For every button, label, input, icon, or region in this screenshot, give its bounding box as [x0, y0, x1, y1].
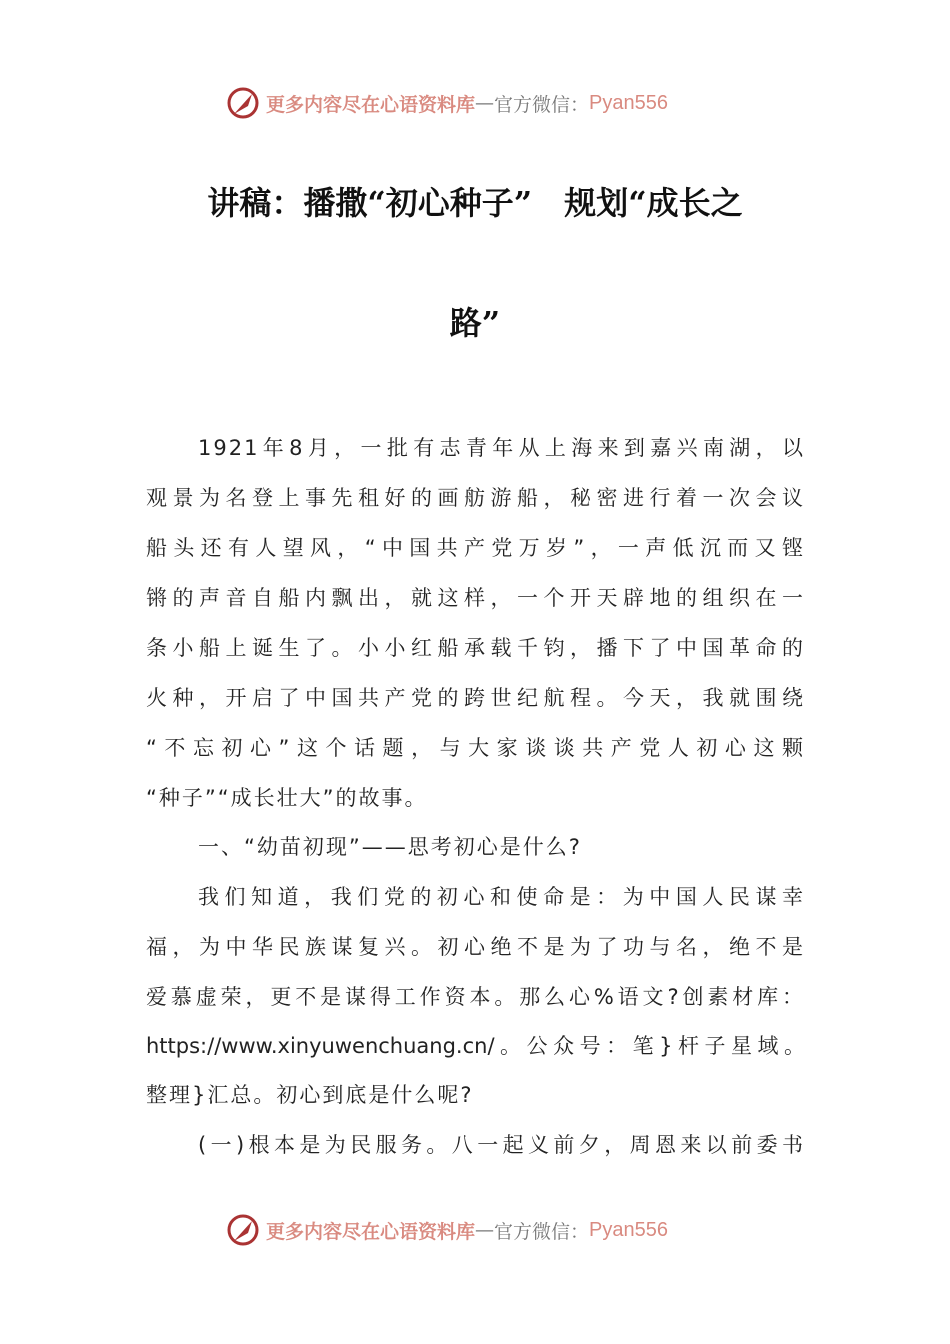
watermark-dash: — [475, 1219, 495, 1241]
body-line: 火种，开启了中国共产党的跨世纪航程。今天，我就围绕 [146, 686, 805, 710]
body-line: 我们知道，我们党的初心和使命是：为中国人民谋幸 [198, 885, 805, 909]
body-line: 爱慕虚荣，更不是谋得工作资本。那么心%语文?创素材库： [146, 985, 805, 1009]
body-line: 锵的声音自船内飘出，就这样，一个开天辟地的组织在一 [146, 586, 805, 610]
body-line: 条小船上诞生了。小小红船承载千钧，播下了中国革命的 [146, 636, 805, 660]
quill-logo-icon [226, 86, 260, 120]
section-heading: 一、“幼苗初现”——思考初心是什么? [198, 835, 582, 859]
watermark-wechat-label: 官方微信： [494, 1220, 590, 1243]
title-line-1: 讲稿：播撒“初心种子” 规划“成长之 [207, 184, 743, 222]
watermark-wechat-id: Pyan556 [589, 1218, 668, 1241]
body-line: (一)根本是为民服务。八一起义前夕，周恩来以前委书 [198, 1133, 805, 1157]
title-line-2: 路” [449, 304, 501, 342]
footer-watermark [226, 1212, 668, 1248]
body-line: 1921年8月，一批有志青年从上海来到嘉兴南湖，以 [198, 436, 805, 460]
watermark-dash: — [475, 92, 495, 114]
watermark-wechat-label: 官方微信： [494, 93, 590, 116]
body-line: 观景为名登上事先租好的画舫游船，秘密进行着一次会议 [146, 486, 805, 510]
watermark-text: 更多内容尽在心语资料库 [266, 93, 476, 116]
watermark-text: 更多内容尽在心语资料库 [266, 1220, 476, 1243]
body-line: 福，为中华民族谋复兴。初心绝不是为了功与名，绝不是 [146, 935, 805, 959]
body-line: https://www.xinyuwenchuang.cn/。公众号：笔}杆子星域。 [146, 1034, 805, 1058]
header-watermark [226, 85, 668, 121]
quill-logo-icon [226, 1213, 260, 1247]
body-line: “不忘初心”这个话题，与大家谈谈共产党人初心这颗 [146, 736, 805, 760]
body-line: 整理}汇总。初心到底是什么呢? [146, 1083, 474, 1107]
body-line: 船头还有人望风，“中国共产党万岁”，一声低沉而又铿 [146, 536, 805, 560]
body-line: “种子”“成长壮大”的故事。 [146, 786, 428, 810]
watermark-wechat-id: Pyan556 [589, 91, 668, 114]
